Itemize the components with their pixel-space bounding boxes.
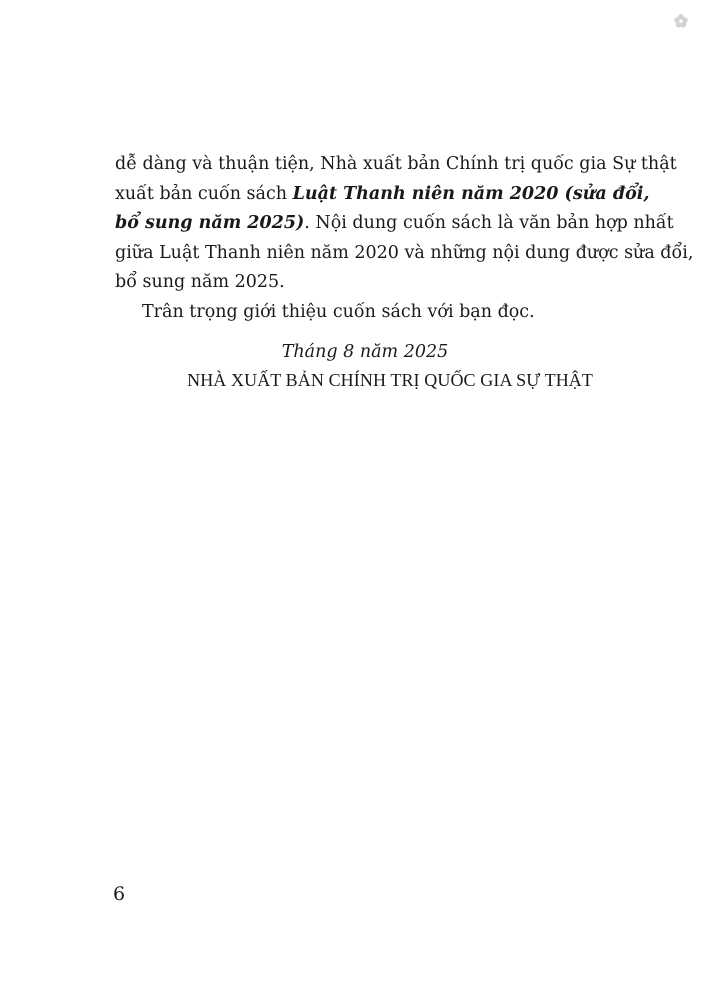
body-line: bổ sung năm 2025.	[115, 272, 285, 292]
body-line	[115, 209, 674, 239]
body-line: giữa Luật Thanh niên năm 2020 và những nội dung được sửa đổi,	[115, 242, 694, 263]
body-paragraph	[115, 150, 694, 327]
publisher-name: NHÀ XUẤT BẢN CHÍNH TRỊ QUỐC GIA SỰ THẬT	[187, 370, 593, 390]
signature-block	[115, 338, 593, 394]
body-line: dễ dàng và thuận tiện, Nhà xuất bản Chính trị quốc gia Sự thật	[115, 154, 677, 174]
flower-icon	[672, 12, 690, 30]
page-number: 6	[113, 883, 126, 905]
closing-line: Trân trọng giới thiệu cuốn sách với bạn đọc.	[142, 301, 535, 322]
body-text: . Nội dung cuốn sách là văn bản hợp nhất	[304, 213, 674, 233]
signature-date: Tháng 8 năm 2025	[281, 342, 449, 362]
book-title: bổ sung năm 2025)	[115, 213, 305, 233]
body-line	[115, 180, 650, 210]
body-text: xuất bản cuốn sách	[115, 183, 293, 204]
book-title: Luật Thanh niên năm 2020 (sửa đổi,	[292, 183, 650, 204]
